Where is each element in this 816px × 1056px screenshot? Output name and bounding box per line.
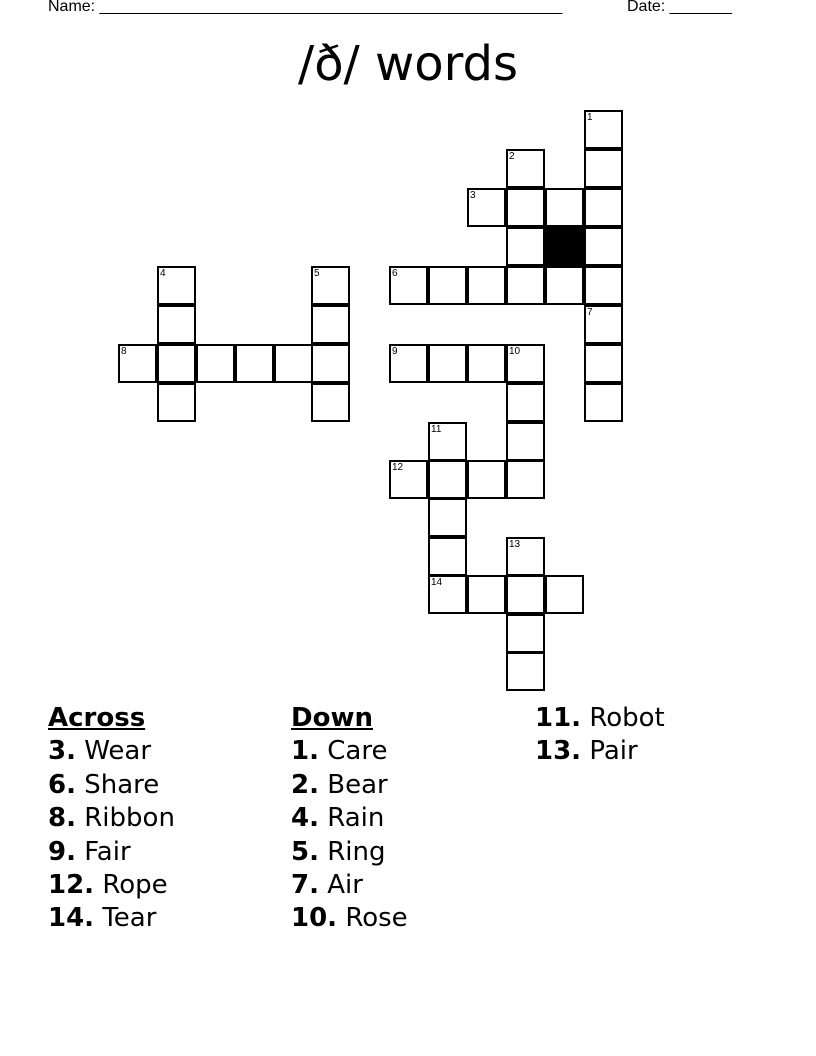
cell-number: 6 <box>392 268 398 279</box>
grid-cell[interactable] <box>196 344 235 383</box>
across-clue <box>48 836 175 869</box>
grid-cell[interactable] <box>428 537 467 576</box>
clue-text: Tear <box>102 903 157 934</box>
down-clue <box>291 735 408 768</box>
cell-number: 9 <box>392 346 398 357</box>
clue-number: 2. <box>291 769 319 800</box>
grid-cell[interactable] <box>506 537 545 576</box>
down-clues-column <box>291 702 408 936</box>
grid-cell[interactable] <box>506 344 545 383</box>
cell-number: 10 <box>509 346 521 357</box>
cell-number: 7 <box>587 307 593 318</box>
date-field-label: Date: _______ <box>627 0 732 15</box>
cell-number: 11 <box>431 424 442 435</box>
grid-cell[interactable] <box>584 149 623 188</box>
clue-text: Fair <box>84 836 131 867</box>
grid-cell[interactable] <box>584 344 623 383</box>
cell-number: 12 <box>392 462 404 473</box>
down-clue <box>291 802 408 835</box>
across-clue <box>48 869 175 902</box>
grid-cell[interactable] <box>584 305 623 344</box>
clue-text: Robot <box>589 703 665 733</box>
clue-text: Bear <box>327 769 388 800</box>
cell-number: 14 <box>431 577 443 588</box>
across-clue <box>48 735 175 768</box>
clue-number: 12. <box>48 870 95 901</box>
clue-text: Ring <box>327 836 386 867</box>
clue-text: Ribbon <box>84 803 175 834</box>
grid-cell[interactable] <box>389 460 428 499</box>
down-clue <box>291 769 408 802</box>
clue-number: 3. <box>48 736 76 767</box>
clue-number: 4. <box>291 803 319 834</box>
clue-text: Share <box>84 769 160 800</box>
across-clue <box>48 769 175 802</box>
grid-cell[interactable] <box>467 266 506 305</box>
grid-cell[interactable] <box>467 460 506 499</box>
grid-cell[interactable] <box>506 652 545 691</box>
cell-number: 5 <box>314 268 320 279</box>
clue-number: 10. <box>291 903 338 934</box>
grid-cell[interactable] <box>584 383 623 422</box>
down-clue <box>535 702 665 735</box>
grid-cell[interactable] <box>157 383 196 422</box>
grid-cell[interactable] <box>428 344 467 383</box>
grid-cell[interactable] <box>506 575 545 614</box>
cell-number: 2 <box>509 151 515 162</box>
clue-text: Pair <box>589 736 638 767</box>
clue-number: 14. <box>48 903 95 934</box>
clue-number: 13. <box>535 736 582 767</box>
grid-cell[interactable] <box>467 344 506 383</box>
down-clues-column-continued <box>535 702 665 769</box>
grid-cell[interactable] <box>506 149 545 188</box>
grid-cell[interactable] <box>311 305 350 344</box>
grid-cell[interactable] <box>235 344 274 383</box>
grid-cell[interactable] <box>506 188 545 227</box>
page-title: /ð/ words <box>298 36 518 92</box>
grid-cell[interactable] <box>584 110 623 149</box>
cell-number: 3 <box>470 190 476 201</box>
clue-text: Air <box>327 870 363 901</box>
grid-cell[interactable] <box>311 266 350 305</box>
black-cell <box>545 227 584 266</box>
grid-cell[interactable] <box>467 188 506 227</box>
clue-text: Rain <box>327 803 385 834</box>
grid-cell[interactable] <box>467 575 506 614</box>
clue-number: 6. <box>48 769 76 800</box>
clue-text: Care <box>327 736 388 767</box>
grid-cell[interactable] <box>584 227 623 266</box>
grid-cell[interactable] <box>157 344 196 383</box>
grid-cell[interactable] <box>584 188 623 227</box>
cell-number: 8 <box>121 346 127 357</box>
grid-cell[interactable] <box>157 305 196 344</box>
clue-text: Rope <box>102 870 168 901</box>
across-clues-column <box>48 702 175 936</box>
grid-cell[interactable] <box>545 188 584 227</box>
down-clue <box>291 902 408 935</box>
grid-cell[interactable] <box>506 227 545 266</box>
grid-cell[interactable] <box>118 344 157 383</box>
cell-number: 13 <box>509 539 521 550</box>
grid-cell[interactable] <box>428 498 467 537</box>
grid-cell[interactable] <box>389 344 428 383</box>
cell-number: 1 <box>587 112 593 123</box>
across-clue <box>48 802 175 835</box>
across-clue <box>48 902 175 935</box>
down-heading: Down <box>291 703 373 733</box>
cell-number: 4 <box>160 268 166 279</box>
down-clue <box>291 836 408 869</box>
grid-cell[interactable] <box>311 383 350 422</box>
down-clue <box>535 735 665 768</box>
grid-cell[interactable] <box>545 266 584 305</box>
clue-text: Rose <box>345 903 408 934</box>
clue-number: 5. <box>291 836 319 867</box>
grid-cell[interactable] <box>506 422 545 461</box>
clue-number: 9. <box>48 836 76 867</box>
grid-cell[interactable] <box>274 344 313 383</box>
grid-cell[interactable] <box>157 266 196 305</box>
grid-cell[interactable] <box>506 460 545 499</box>
grid-cell[interactable] <box>311 344 350 383</box>
clue-number: 8. <box>48 803 76 834</box>
down-clue <box>291 869 408 902</box>
grid-cell[interactable] <box>428 422 467 461</box>
grid-cell[interactable] <box>428 266 467 305</box>
clue-number: 1. <box>291 736 319 767</box>
grid-cell[interactable] <box>584 266 623 305</box>
across-heading: Across <box>48 703 146 733</box>
clue-number: 11. <box>535 703 582 733</box>
name-field-label: Name: ____________________________________________________ <box>48 0 563 15</box>
grid-cell[interactable] <box>428 460 467 499</box>
grid-cell[interactable] <box>545 575 584 614</box>
grid-cell[interactable] <box>428 575 467 614</box>
clue-number: 7. <box>291 870 319 901</box>
grid-cell[interactable] <box>506 383 545 422</box>
grid-cell[interactable] <box>506 614 545 653</box>
grid-cell[interactable] <box>389 266 428 305</box>
grid-cell[interactable] <box>506 266 545 305</box>
clue-text: Wear <box>84 736 152 767</box>
